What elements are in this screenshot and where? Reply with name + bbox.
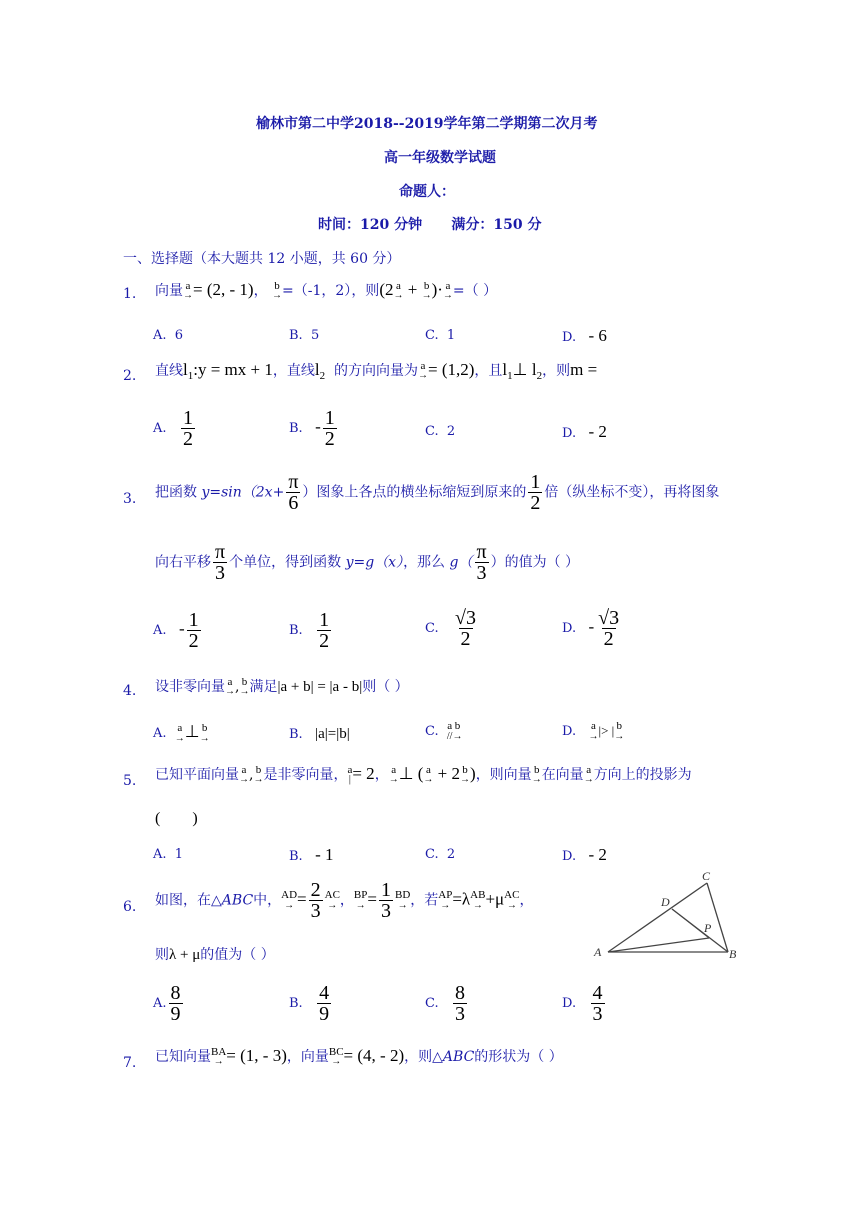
q1-option-d[interactable]: D. - 6 [562,326,607,345]
q3-option-a[interactable]: A. - $\frac{1}{2}$ [153,609,199,652]
question-5-answer-paren: ( ) [155,810,198,827]
question-2-number: 2. [123,368,137,384]
q4-option-a[interactable]: A. a → ⊥ b → [153,722,210,744]
q1-option-a[interactable]: A. 6 [153,328,184,343]
q5-option-d[interactable]: D. - 2 [562,845,607,864]
question-1-stem: 向量 a → = (2, - 1)， b → =（-1，2），则(2 a → + b → )· a → =（ ） [155,279,498,302]
triangle-figure [590,866,740,962]
edge-ac [608,883,707,952]
question-5-stem: 已知平面向量 a → , b → 是非零向量， a | = 2， a → ⊥ ( a → + 2 b → )，则向量 b → 在向量 a → 方向上的投影为 [155,763,692,786]
q2-option-d[interactable]: D. - 2 [562,422,607,441]
q2-option-b[interactable]: B. - $\frac{1}{2}$ [289,407,335,450]
exam-school-title: 榆林市第二中学2018--2019学年第二学期第二次月考 [256,116,598,132]
q4-option-d[interactable]: D. a → |> | b → [562,720,625,742]
label-b: B [729,947,737,961]
q5-option-c[interactable]: C. 2 [425,847,456,862]
question-4-stem: 设非零向量 a → , b → 满足|a + b| = |a - b|则（ ） [155,675,409,698]
q6-option-a[interactable]: A. $\frac{8}{9}$ [153,982,181,1025]
question-1-number: 1. [123,286,137,302]
q2-option-c[interactable]: C. 2 [425,424,456,439]
q3-option-c[interactable]: C. $\frac{√3}{2}$ [425,607,477,650]
exam-time-score: 时间：120 分钟 满分：150 分 [318,217,542,233]
label-c: C [702,869,711,883]
section-heading: 一、选择题（本大题共 12 小题，共 60 分） [123,251,401,267]
segment-ap [608,938,709,952]
question-3-line-1: 把函数 y=sin（2x+ $\frac{\pi}{6}$ ）图象上各点的横坐标缩短到原来的 $\frac{1}{2}$ 倍（纵坐标不变），再将图象 [155,471,720,514]
question-6-line-2: 则λ + μ的值为（ ） [155,947,275,963]
q1-option-b[interactable]: B. 5 [289,328,320,343]
q3-option-d[interactable]: D. - $\frac{√3}{2}$ [562,607,620,650]
q2-option-a[interactable]: A. $\frac{1}{2}$ [153,407,193,450]
q1-option-c[interactable]: C. 1 [425,328,456,343]
q5-option-b[interactable]: B. - 1 [289,845,334,864]
question-2-stem: 直线$l_1:y$ = mx + 1，直线$l_2$ 的方向向量为 a → = (1,2)，且$l_1\perp$ $l_2$，则m = [155,359,598,382]
question-4-number: 4. [123,683,137,699]
question-5-number: 5. [123,773,137,789]
q3-option-b[interactable]: B. $\frac{1}{2}$ [289,609,330,652]
label-a: A [594,945,602,959]
question-6-number: 6. [123,899,137,915]
question-7-number: 7. [123,1055,137,1071]
label-p: P [704,921,712,935]
q6-option-b[interactable]: B. $\frac{4}{9}$ [289,982,330,1025]
q6-option-c[interactable]: C. $\frac{8}{3}$ [425,982,466,1025]
question-6-stem: 如图，在△ABC中， AD → = $\frac{2}{3}$ AC → ， BP → = $\frac{1}{3}$ BD → ，若 AP → =λ AB → +μ AC → ， [155,879,534,922]
exam-author: 命题人： [399,184,455,200]
question-7-stem: 已知向量 BA → = (1, - 3)，向量 BC → = (4, - 2)，则△ABC的形状为（ ） [155,1045,563,1068]
q4-option-b[interactable]: B. |a|=|b| [289,726,350,742]
q6-option-d[interactable]: D. $\frac{4}{3}$ [562,982,603,1025]
q4-option-c[interactable]: C. a // b → [425,720,463,742]
q5-option-a[interactable]: A. 1 [153,847,184,862]
question-3-number: 3. [123,491,137,507]
edge-cb [707,883,728,952]
exam-subject-title: 高一年级数学试题 [384,150,496,166]
question-3-line-2: 向右平移 $\frac{\pi}{3}$ 个单位，得到函数 y=g（x），那么 g（ $\frac{\pi}{3}$ ）的值为（ ） [155,541,580,584]
label-d: D [661,895,670,909]
